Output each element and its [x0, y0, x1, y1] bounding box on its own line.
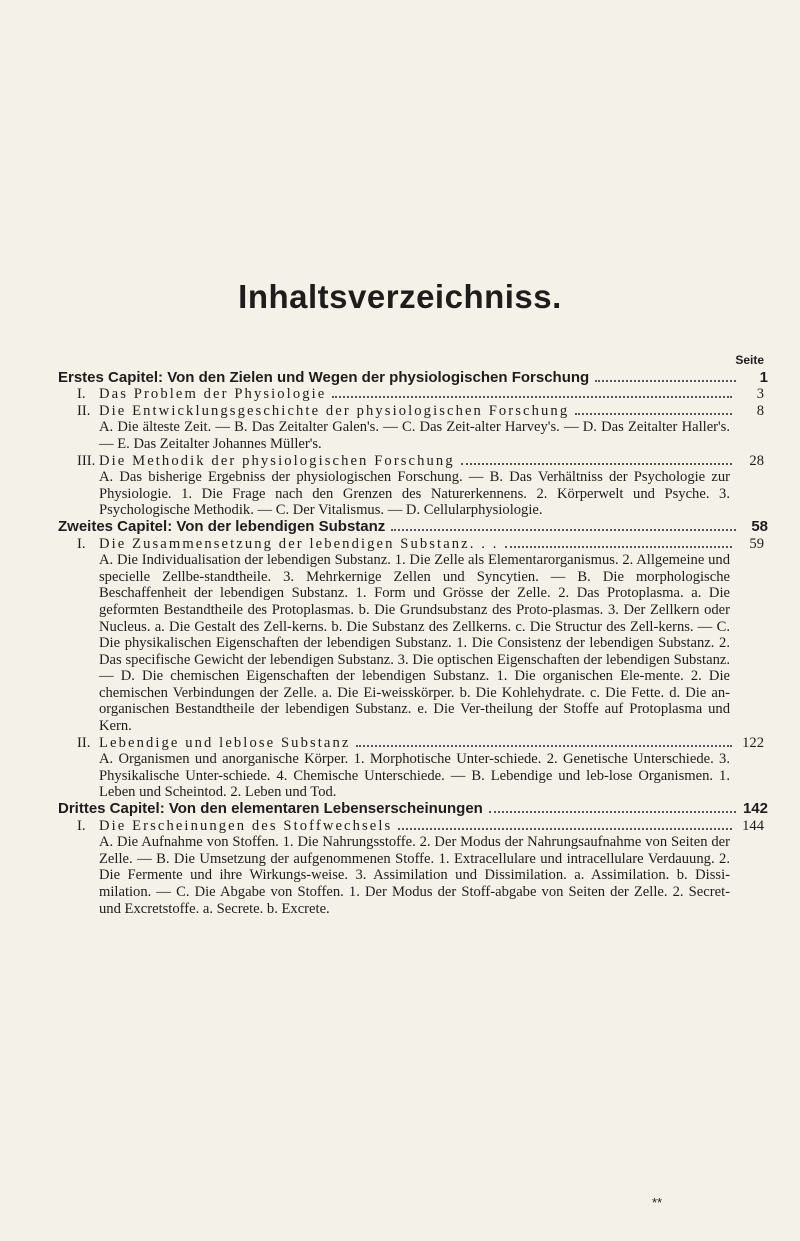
chapter-title: Von der lebendigen Substanz [176, 517, 386, 535]
section-details: A. Organismen und anorganische Körper. 1. Morphotische Unter-schiede. 2. Genetische Unterschiede. 3. Physikalische Unter-schiede. 4. Chemische Unterschiede. — B. Lebendige und leb-lose Organismen. 1. Leben und Scheintod. 2. Leben und Tod. [99, 751, 730, 801]
dot-leader [595, 380, 736, 382]
section-title: Die Methodik der physiologischen Forschung [99, 452, 455, 469]
section-entry [77, 817, 764, 835]
section-number: III. [77, 452, 96, 469]
section-title: Die Entwicklungsgeschichte der physiologischen Forschung [99, 402, 570, 419]
dot-leader [356, 745, 732, 747]
chapter-label: Erstes Capitel: [58, 368, 164, 386]
section-page: 122 [742, 734, 764, 751]
signature-mark: ** [652, 1195, 663, 1210]
chapter-page: 142 [742, 800, 768, 818]
chapter-label: Drittes Capitel: [58, 800, 165, 818]
section-page: 3 [756, 386, 764, 403]
section-title: Die Erscheinungen des Stoffwechsels [99, 817, 393, 834]
section-details: A. Die älteste Zeit. — B. Das Zeitalter Galen's. — C. Das Zeit-alter Harvey's. — D. Das Zeitalter Haller's. — E. Das Zeitalter Johannes Müller's. [99, 419, 730, 452]
section-page: 59 [749, 535, 764, 552]
dot-leader [505, 546, 733, 548]
chapter-heading [58, 800, 768, 818]
dot-leader [391, 529, 736, 531]
page-title: Inhaltsverzeichniss. [238, 278, 562, 315]
dot-leader [489, 811, 736, 813]
section-title: Das Problem der Physiologie [99, 386, 327, 403]
section-number: II. [77, 734, 91, 751]
chapter-heading [58, 517, 768, 536]
section-details: A. Die Aufnahme von Stoffen. 1. Die Nahrungsstoffe. 2. Der Modus der Nahrungsaufnahme von Seiten der Zelle. — B. Die Umsetzung der aufgenommenen Stoffe. 1. Extracellulare und intracellulare Verdauung. 2. Die Fermente und ihre Wirkungs-weise. 3. Assimilation und Dissimilation. a. Assimilation. b. Dissi-milation. — C. Die Abgabe von Stoffen. 1. Der Modus der Stoff-abgabe von Seiten der Zelle. 2. Secret- und Excretstoffe. a. Secrete. b. Excrete. [99, 834, 730, 917]
section-number: I. [77, 386, 86, 403]
section-entry [77, 452, 764, 470]
section-title: Lebendige und leblose Substanz [99, 734, 351, 751]
dot-leader [332, 396, 732, 398]
chapter-label: Zweites Capitel: [58, 517, 173, 535]
section-details: A. Das bisherige Ergebniss der physiologischen Forschung. — B. Das Verhältniss der Psychologie zur Physiologie. 1. Die Frage nach den Grenzen des Naturerkennens. 2. Körperwelt und Psyche. 3. Psychologische Methodik. — C. Der Vitalismus. — D. Cellularphysiologie. [99, 469, 730, 519]
dot-leader [575, 413, 732, 415]
section-number: I. [77, 817, 86, 834]
section-entry [77, 386, 764, 403]
section-page: 144 [742, 817, 764, 834]
chapter-heading [58, 368, 768, 387]
dot-leader [461, 463, 732, 465]
chapter-page: 58 [751, 517, 768, 535]
section-details: A. Die Individualisation der lebendigen Substanz. 1. Die Zelle als Elementarorganismus. 2. Allgemeine und specielle Zellbe-standtheile. 3. Mehrkernige Zellen und Syncytien. — B. Die morphologische Beschaffenheit der lebendigen Substanz. 1. Form und Grösse der Zelle. 2. Das Protoplasma. a. Die geformten Bestandtheile des Protoplasmas. b. Die Grundsubstanz des Proto-plasmas. 3. Der Zellkern oder Nucleus. a. Die Gestalt des Zell-kerns. b. Die Substanz des Zellkerns. c. Die Structur des Zell-kerns. — C. Die physikalischen Eigenschaften der lebendigen Substanz. 1. Die Consistenz der lebendigen Substanz. 2. Das specifische Gewicht der lebendigen Substanz. 3. Die optischen Eigenschaften der lebendigen Substanz. — D. Die chemischen Eigenschaften der lebendigen Substanz. 1. Die organischen Ele-mente. 2. Die chemischen Verbindungen der Zelle. a. Die Ei-weisskörper. b. Die Kohlehydrate. c. Die Fette. d. Die an-organischen Bestandtheile der lebendigen Substanz. e. Die Ver-theilung der Stoffe auf Protoplasma und Kern. [99, 552, 730, 735]
section-title: Die Zusammensetzung der lebendigen Substanz. . . [99, 535, 499, 552]
chapter-title: Von den Zielen und Wegen der physiologischen Forschung [167, 368, 590, 386]
chapter-page: 1 [759, 368, 768, 386]
section-number: I. [77, 535, 86, 552]
dot-leader [398, 828, 732, 830]
section-entry [77, 535, 764, 553]
section-number: II. [77, 402, 91, 419]
section-page: 8 [756, 402, 764, 419]
section-entry [77, 402, 764, 420]
chapter-title: Von den elementaren Lebenserscheinungen [168, 800, 483, 818]
section-page: 28 [749, 452, 764, 469]
section-entry [77, 734, 764, 752]
table-of-contents [58, 352, 768, 917]
page-column-label: Seite [735, 353, 764, 367]
